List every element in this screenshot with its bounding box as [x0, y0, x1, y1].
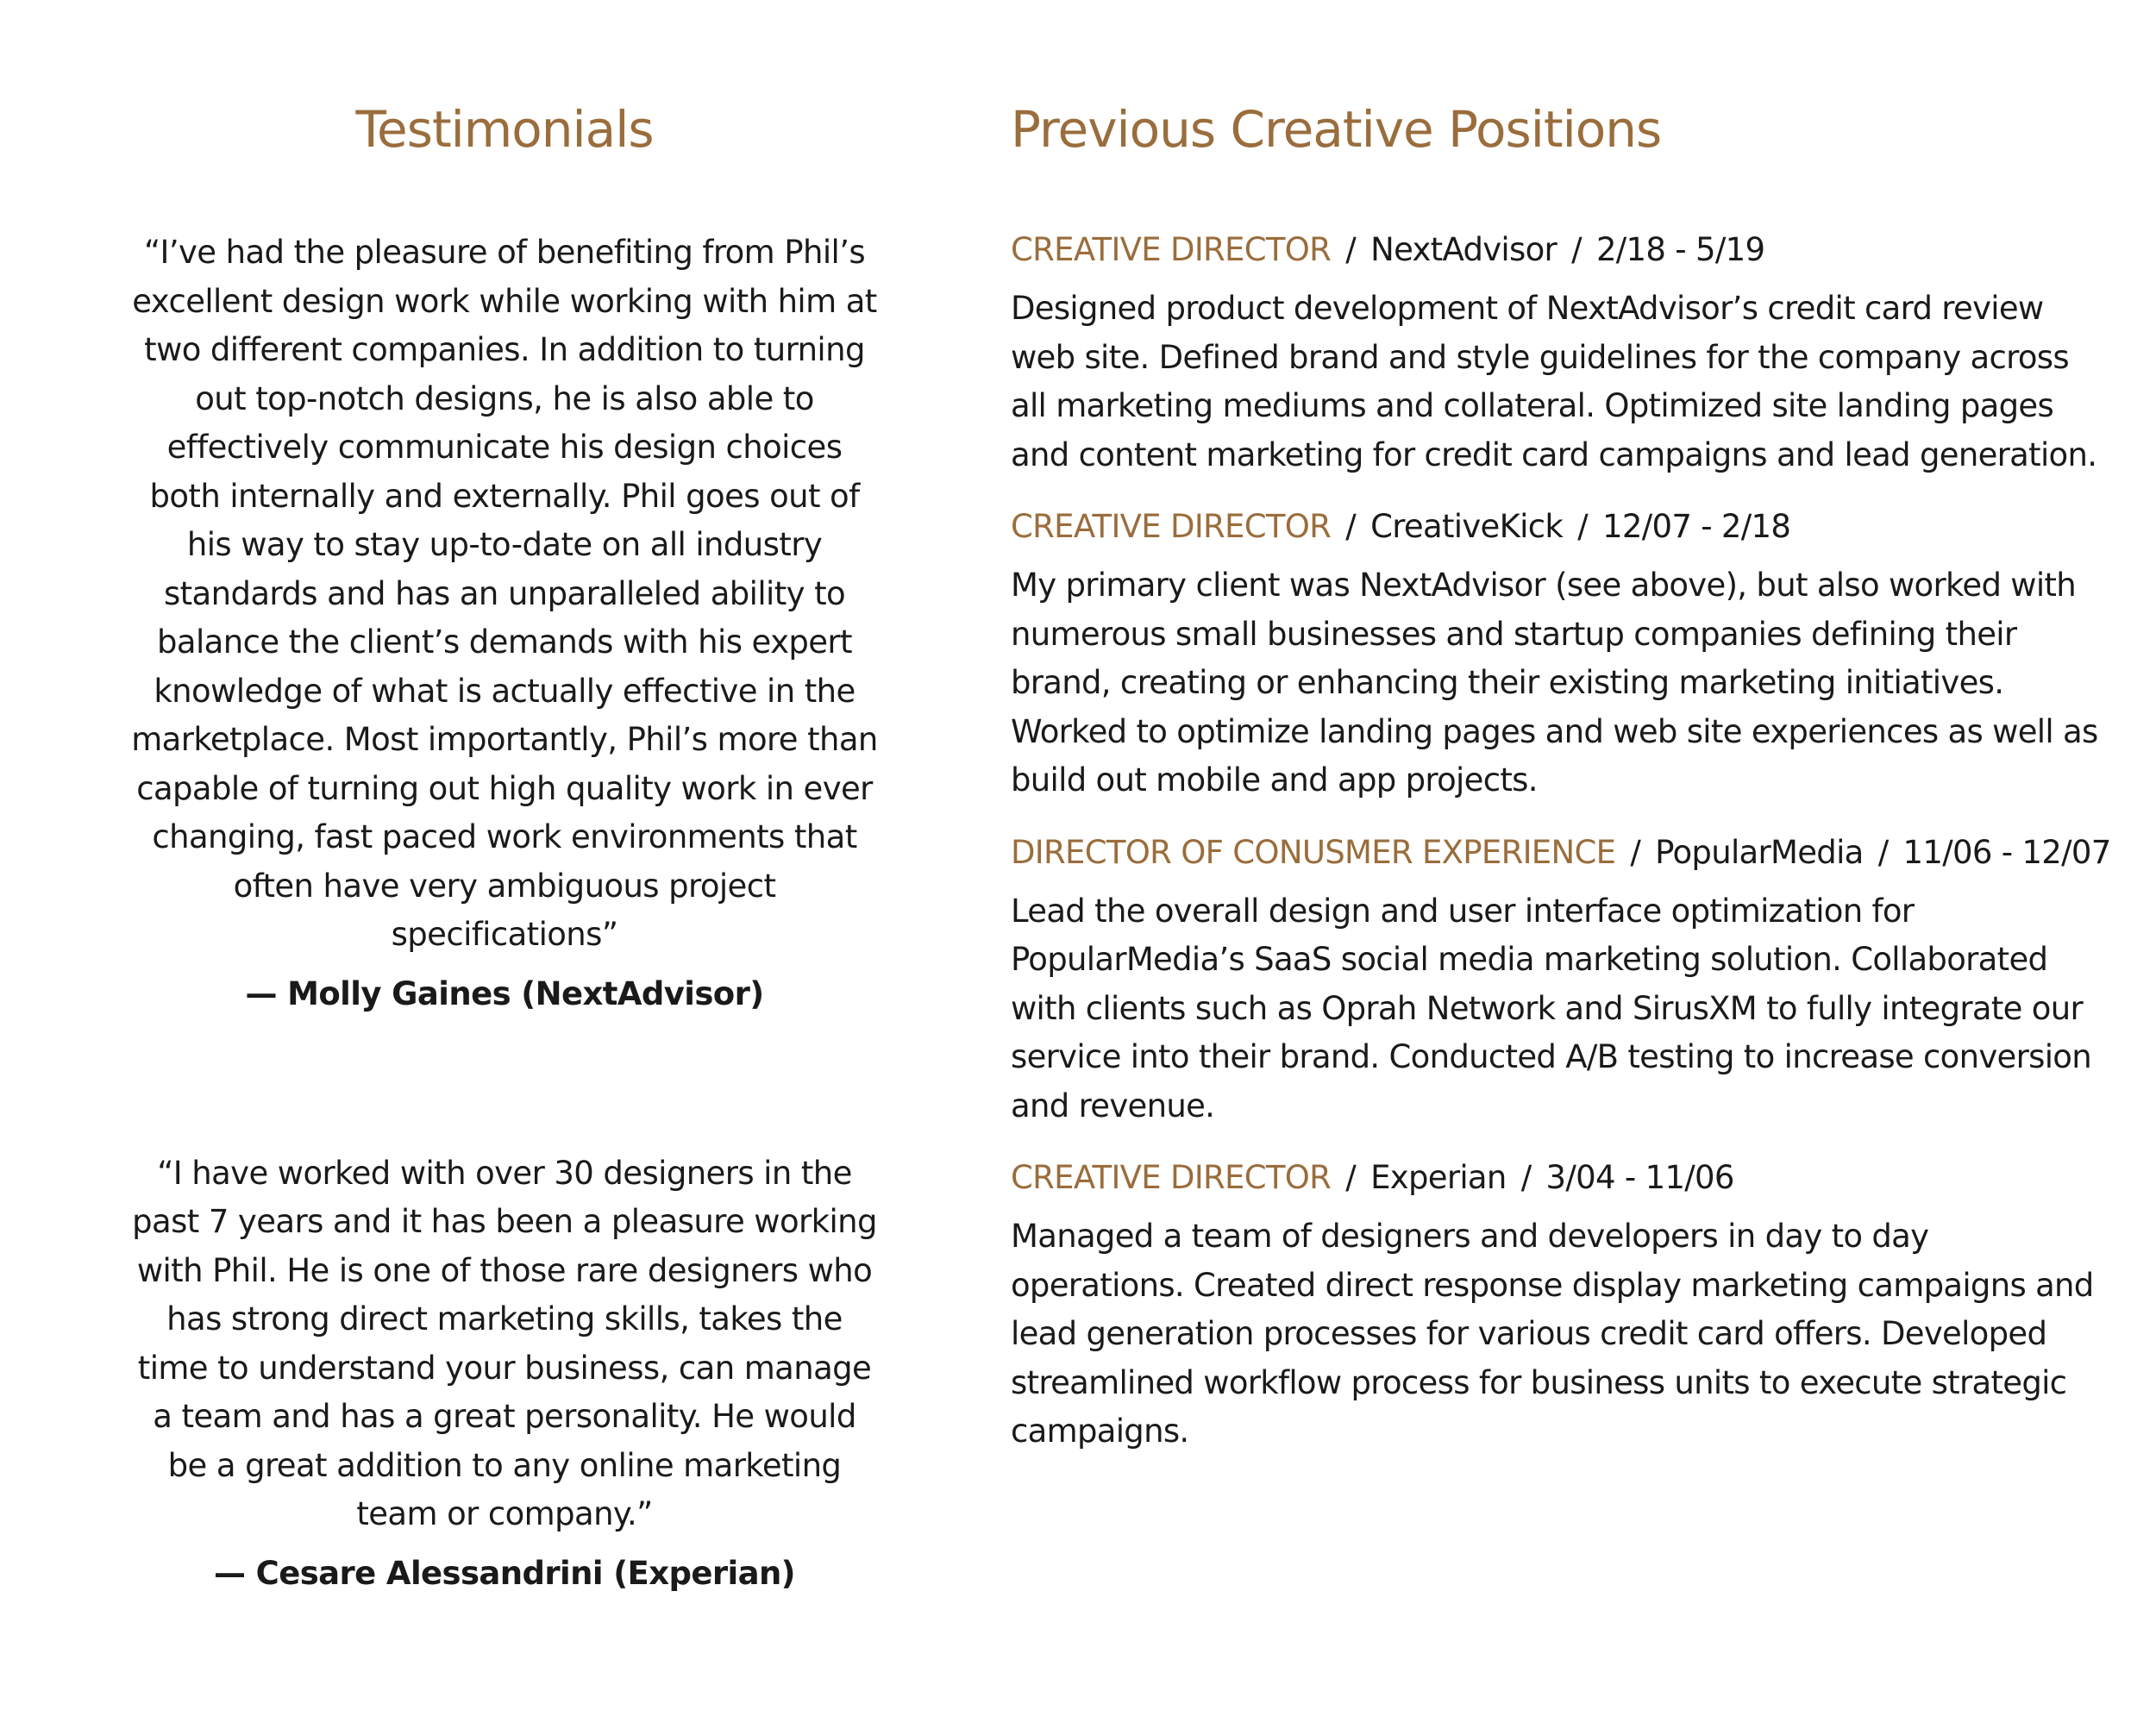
position-item — [1011, 1154, 2106, 1456]
position-company: Experian — [1370, 1159, 1507, 1196]
testimonial-author: — Cesare Alessandrini (Experian) — [213, 1554, 795, 1592]
testimonial-quote: “I have worked with over 30 designers in the past 7 years and it has been a pleasure working with Phil. He is one of those rare designers who has strong direct marketing skills, takes the time to understand your business, can manage a team and has a great personality. He would be a great addition to any online marketing team or company.” — [132, 1154, 877, 1532]
position-separator: / — [1345, 508, 1357, 545]
positions-section — [1011, 95, 2111, 1480]
testimonial-quote: “I’ve had the pleasure of benefiting from Phil’s excellent design work while working with him at two different companies. In addition to turning out top-notch designs, he is also able to effectively communicate his design choices both internally and externally. Phil goes out of his way to stay up-to-date on all industry standards and has an unparalleled ability to balance the client’s demands with his expert knowledge of what is actually effective in the marketplace. Most importantly, Phil’s more than capable of turning out high quality work in ever changing, fast paced work environments that often have very ambiguous project specifications” — [131, 234, 878, 953]
testimonials-title: Testimonials — [355, 100, 654, 159]
testimonial-item — [129, 229, 880, 1018]
position-header — [1011, 1154, 2106, 1202]
position-header — [1011, 829, 2111, 877]
position-dates: 3/04 - 11/06 — [1545, 1159, 1734, 1196]
position-description: Managed a team of designers and developers in day to day operations. Created direct response display marketing campaigns and lead generation processes for various credit card offers. Developed streamlined workflow process for business units to execute strategic campaigns. — [1011, 1218, 2094, 1450]
position-role: CREATIVE DIRECTOR — [1011, 1159, 1332, 1196]
position-company: NextAdvisor — [1370, 231, 1557, 268]
position-separator: / — [1345, 231, 1357, 268]
testimonials-section — [129, 95, 880, 1729]
position-list — [1011, 226, 2111, 1456]
position-separator: / — [1345, 1159, 1357, 1196]
position-separator: / — [1877, 833, 1889, 871]
position-company: PopularMedia — [1655, 833, 1864, 871]
position-role: CREATIVE DIRECTOR — [1011, 231, 1332, 268]
position-header — [1011, 226, 2106, 274]
position-company: CreativeKick — [1370, 508, 1564, 545]
position-header — [1011, 503, 2106, 551]
position-description: My primary client was NextAdvisor (see above), but also worked with numerous small businesses and startup companies defining their brand, creating or enhancing their existing marketing initiatives. Worked to optimize landing pages and web site experiences as well as build out mobile and app projects. — [1011, 567, 2098, 799]
testimonial-list — [129, 229, 880, 1598]
position-role: CREATIVE DIRECTOR — [1011, 508, 1332, 545]
position-dates: 2/18 - 5/19 — [1595, 231, 1765, 268]
position-description: Lead the overall design and user interface optimization for PopularMedia’s SaaS social media marketing solution. Collaborated with clients such as Oprah Network and SirusXM to fully integrate our service into their brand. Conducted A/B testing to increase conversion and revenue. — [1011, 892, 2091, 1124]
position-separator: / — [1520, 1159, 1532, 1196]
position-item — [1011, 829, 2111, 1131]
position-separator: / — [1571, 231, 1582, 268]
position-item — [1011, 226, 2106, 479]
position-separator: / — [1630, 833, 1641, 871]
positions-title: Previous Creative Positions — [1011, 100, 1662, 159]
position-description: Designed product development of NextAdvisor’s credit card review web site. Defined brand and style guidelines for the company across all marketing mediums and collateral. Optimized site landing pages and content marketing for credit card campaigns and lead generation. — [1011, 290, 2097, 473]
testimonial-author: — Molly Gaines (NextAdvisor) — [245, 974, 764, 1012]
testimonial-item — [129, 1150, 880, 1598]
position-separator: / — [1577, 508, 1588, 545]
position-dates: 12/07 - 2/18 — [1602, 508, 1791, 545]
position-item — [1011, 503, 2106, 805]
position-role: DIRECTOR OF CONUSMER EXPERIENCE — [1011, 833, 1616, 871]
position-dates: 11/06 - 12/07 — [1902, 833, 2111, 871]
